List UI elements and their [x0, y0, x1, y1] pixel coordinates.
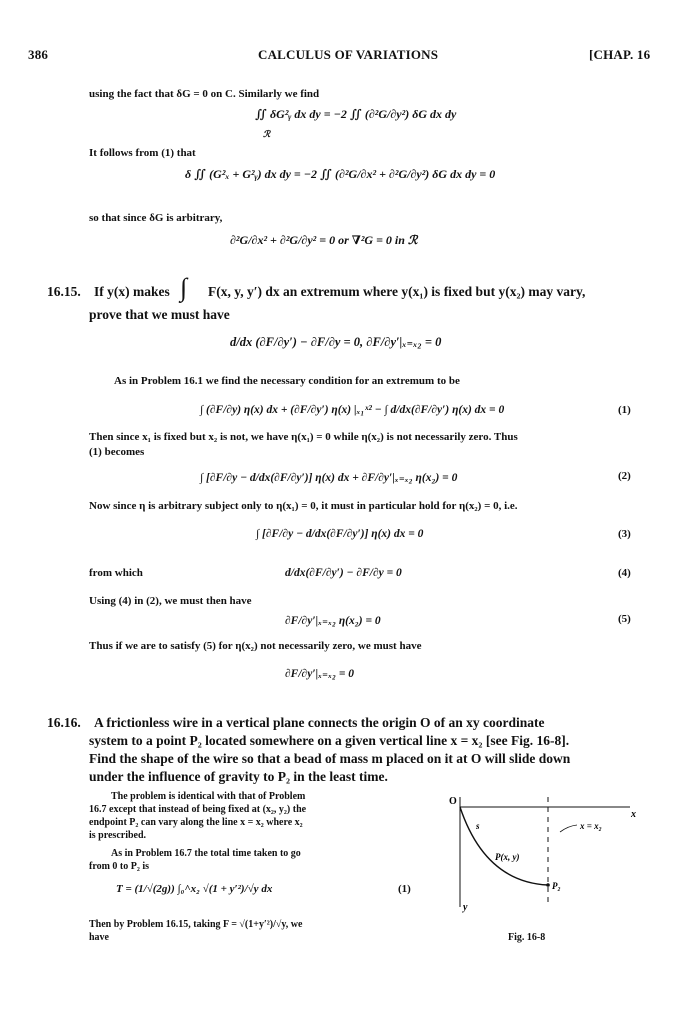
equation-6: ∂F/∂y′|ₓ₌ₓ₂ = 0	[285, 668, 355, 680]
label-x-axis: x	[631, 809, 636, 820]
problem-16-16-line-4: under the influence of gravity to P₂ in the least time.	[89, 769, 388, 784]
prev-equation-1: ∬ δG²ᵧ dx dy = −2 ∬ (∂²G/∂y²) δG dx dy	[255, 107, 457, 121]
equation-4-number: (4)	[618, 567, 631, 579]
problem-16-15-statement-a: If y(x) makes	[94, 284, 170, 299]
equation-3-number: (3)	[618, 528, 631, 540]
solution-16-16-line-7: Then by Problem 16.15, taking F = √(1+y′²)/√y, we	[89, 919, 303, 930]
prev-line-1: using the fact that δG = 0 on C. Similarly we find	[89, 88, 320, 100]
prev-equation-2: δ ∬ (G²ₓ + G²ᵧ) dx dy = −2 ∬ (∂²G/∂x² + ∂²G/∂y²) δG dx dy = 0	[185, 167, 496, 181]
integral-sign-icon: ∫	[180, 273, 188, 302]
problem-16-15-statement-c: prove that we must have	[89, 307, 230, 322]
equation-2-number: (2)	[618, 470, 631, 482]
problem-16-16-line-1: A frictionless wire in a vertical plane connects the origin O of an xy coordinate	[94, 715, 545, 730]
equation-3: ∫ [∂F/∂y − d/dx(∂F/∂y′)] η(x) dx = 0	[256, 528, 424, 540]
problem-16-16-line-2: system to a point P₂ located somewhere on a given vertical line x = x₂ [see Fig. 16-8].	[89, 733, 570, 748]
prev-line-3: so that since δG is arbitrary,	[89, 212, 223, 224]
solution-line-2b: (1) becomes	[89, 446, 145, 458]
page-number: 386	[28, 47, 49, 62]
problem-16-15-statement-b: F(x, y, y′) dx an extremum where y(x₁) is fixed but y(x₂) may vary,	[208, 284, 586, 299]
chapter-label: [CHAP. 16	[589, 47, 651, 62]
leader-arrow	[560, 825, 577, 832]
solution-line-4: from which	[89, 567, 143, 579]
label-line-x2: x = x₂	[580, 821, 602, 831]
prev-region-label: ℛ	[263, 129, 271, 139]
label-y-axis: y	[463, 902, 468, 913]
equation-1: ∫ (∂F/∂y) η(x) dx + (∂F/∂y′) η(x) |ₓ₁ˣ² − ∫ d/dx(∂F/∂y′) η(x) dx = 0	[200, 404, 505, 416]
solution-line-1: As in Problem 16.1 we find the necessary condition for an extremum to be	[114, 375, 460, 387]
solution-line-3: Now since η is arbitrary subject only to η(x₁) = 0, it must in particular hold for η(x₂) = 0, i.e.	[89, 500, 518, 512]
label-origin: O	[449, 796, 457, 807]
solution-16-16-equation-1-number: (1)	[398, 883, 411, 895]
wire-curve	[460, 807, 548, 885]
solution-16-16-line-1: The problem is identical with that of Problem	[111, 791, 306, 802]
equation-1-number: (1)	[618, 404, 631, 416]
solution-16-16-line-3: endpoint P₂ can vary along the line x = x₂ where x₂	[89, 817, 303, 828]
solution-line-5: Using (4) in (2), we must then have	[89, 595, 252, 607]
solution-16-16-line-5: As in Problem 16.7 the total time taken to go	[111, 848, 301, 859]
equation-2: ∫ [∂F/∂y − d/dx(∂F/∂y′)] η(x) dx + ∂F/∂y′|ₓ₌ₓ₂ η(x₂) = 0	[200, 472, 458, 484]
solution-16-16-line-2: 16.7 except that instead of being fixed at (x₂, y₂) the	[89, 804, 307, 815]
equation-5-number: (5)	[618, 613, 631, 625]
solution-16-16-line-6: from 0 to P₂ is	[89, 861, 150, 872]
problem-number-16-16: 16.16.	[47, 715, 81, 730]
problem-16-15-goal-equations: d/dx (∂F/∂y′) − ∂F/∂y = 0, ∂F/∂y′|ₓ₌ₓ₂ = 0	[230, 335, 442, 349]
solution-line-6: Thus if we are to satisfy (5) for η(x₂) not necessarily zero, we must have	[89, 640, 422, 652]
solution-line-2: Then since x₁ is fixed but x₂ is not, we have η(x₁) = 0 while η(x₂) is not necessarily zero. Thus	[89, 431, 518, 443]
figure-caption: Fig. 16-8	[508, 932, 546, 943]
label-arc-length: s	[476, 821, 480, 831]
problem-16-16-line-3: Find the shape of the wire so that a bead of mass m placed on it at O will slide down	[89, 751, 571, 766]
point-p2-marker	[546, 883, 550, 887]
running-title: CALCULUS OF VARIATIONS	[258, 47, 439, 62]
equation-4: d/dx(∂F/∂y′) − ∂F/∂y = 0	[285, 567, 402, 579]
solution-16-16-equation-1: T = (1/√(2g)) ∫₀^x₂ √(1 + y′²)/√y dx	[116, 883, 273, 895]
label-point-p: P(x, y)	[495, 852, 520, 862]
label-point-p2: P₂	[552, 881, 561, 891]
solution-16-16-line-8: have	[89, 932, 109, 943]
prev-equation-3: ∂²G/∂x² + ∂²G/∂y² = 0 or ∇²G = 0 in ℛ	[230, 233, 418, 247]
problem-number-16-15: 16.15.	[47, 284, 81, 299]
solution-16-16-line-4: is prescribed.	[89, 830, 147, 841]
prev-line-2: It follows from (1) that	[89, 147, 196, 159]
figure-16-8	[440, 792, 640, 942]
equation-5: ∂F/∂y′|ₓ₌ₓ₂ η(x₂) = 0	[285, 615, 381, 627]
